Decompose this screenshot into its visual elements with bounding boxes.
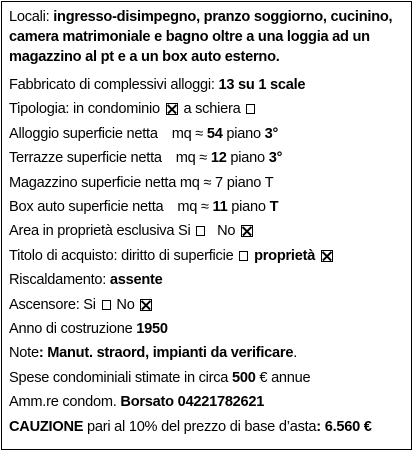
anno-label: Anno di costruzione [9, 321, 137, 338]
ascensore-label: Ascensore: Si [9, 296, 96, 313]
spese-value: 500 [231, 369, 256, 386]
riscaldamento-row [9, 268, 404, 292]
tipologia-label: Tipologia: in condominio [9, 101, 160, 118]
ascensore-si-checkbox [102, 300, 111, 310]
alloggio-mq: 54 [206, 125, 223, 142]
terrazze-label: Terrazze superficie netta [9, 150, 162, 167]
alloggio-row [9, 122, 404, 146]
note-tail: . [293, 345, 298, 362]
terrazze-mq-label: mq ≈ [175, 150, 211, 167]
proprieta-label: proprietà [254, 247, 316, 264]
property-info-card [1, 1, 412, 450]
superficie-checkbox [239, 251, 248, 261]
cauzione-value: : 6.560 € [316, 418, 372, 435]
box-auto-mq: 11 [212, 199, 228, 216]
area-label: Area in proprietà esclusiva Si [9, 223, 191, 240]
box-auto-row [9, 195, 404, 219]
locali-section [9, 7, 404, 67]
area-si-checkbox [196, 226, 205, 236]
spese-row [9, 366, 404, 390]
area-no-checkbox [241, 225, 253, 237]
area-row [9, 219, 404, 243]
alloggio-label: Alloggio superficie netta [9, 125, 158, 142]
magazzino-label: Magazzino superficie netta mq ≈ 7 piano T [9, 174, 274, 191]
terrazze-mq: 12 [210, 150, 227, 167]
box-auto-piano-label: piano [227, 199, 270, 216]
ascensore-no-label: No [116, 296, 135, 313]
condominio-checkbox [166, 103, 178, 115]
locali-label: Locali: [9, 9, 54, 25]
alloggio-mq-label: mq ≈ [171, 125, 207, 142]
cauzione-row [9, 415, 404, 439]
fabbricato-label: Fabbricato di complessivi alloggi: [9, 77, 219, 93]
note-row [9, 341, 404, 365]
anno-row [9, 317, 404, 341]
fabbricato-value: 13 su 1 scale [218, 77, 306, 93]
schiera-checkbox [246, 104, 255, 114]
box-auto-label: Box auto superficie netta [9, 199, 164, 216]
proprieta-checkbox [321, 250, 333, 262]
amm-row [9, 390, 404, 414]
terrazze-piano-label: piano [226, 150, 269, 167]
note-value: : Manut. straord, impianti da verificare [38, 345, 294, 362]
titolo-label: Titolo di acquisto: diritto di superficie [9, 247, 234, 264]
schiera-label: a schiera [183, 101, 241, 118]
riscaldamento-value: assente [109, 272, 163, 289]
tipologia-row [9, 97, 404, 121]
terrazze-piano: 3° [268, 150, 283, 167]
alloggio-piano-label: piano [222, 125, 265, 142]
box-auto-mq-label: mq ≈ [177, 199, 213, 216]
terrazze-row [9, 146, 404, 170]
area-no-label: No [217, 223, 236, 240]
box-auto-piano: T [269, 199, 279, 216]
riscaldamento-label: Riscaldamento: [9, 272, 110, 289]
alloggio-piano: 3° [264, 125, 279, 142]
amm-label: Amm.re condom. [9, 394, 121, 411]
ascensore-row [9, 293, 404, 317]
locali-value: ingresso-disimpegno, pranzo soggiorno, cucinino, camera matrimoniale e bagno oltre a una loggia ad un magazzino al pt e a un box auto esterno. [9, 9, 393, 65]
note-label: Note [9, 345, 39, 362]
anno-value: 1950 [136, 321, 168, 338]
fabbricato-row [9, 73, 404, 97]
titolo-row [9, 244, 404, 268]
magazzino-row [9, 171, 404, 195]
cauzione-label: CAUZIONE [9, 418, 84, 435]
ascensore-no-checkbox [140, 299, 152, 311]
spese-tail: € annue [255, 369, 311, 386]
cauzione-middle: pari al 10% del prezzo di base d’asta [83, 418, 317, 435]
spese-label: Spese condominiali stimate in circa [9, 369, 232, 386]
amm-value: Borsato 04221782621 [120, 394, 265, 411]
